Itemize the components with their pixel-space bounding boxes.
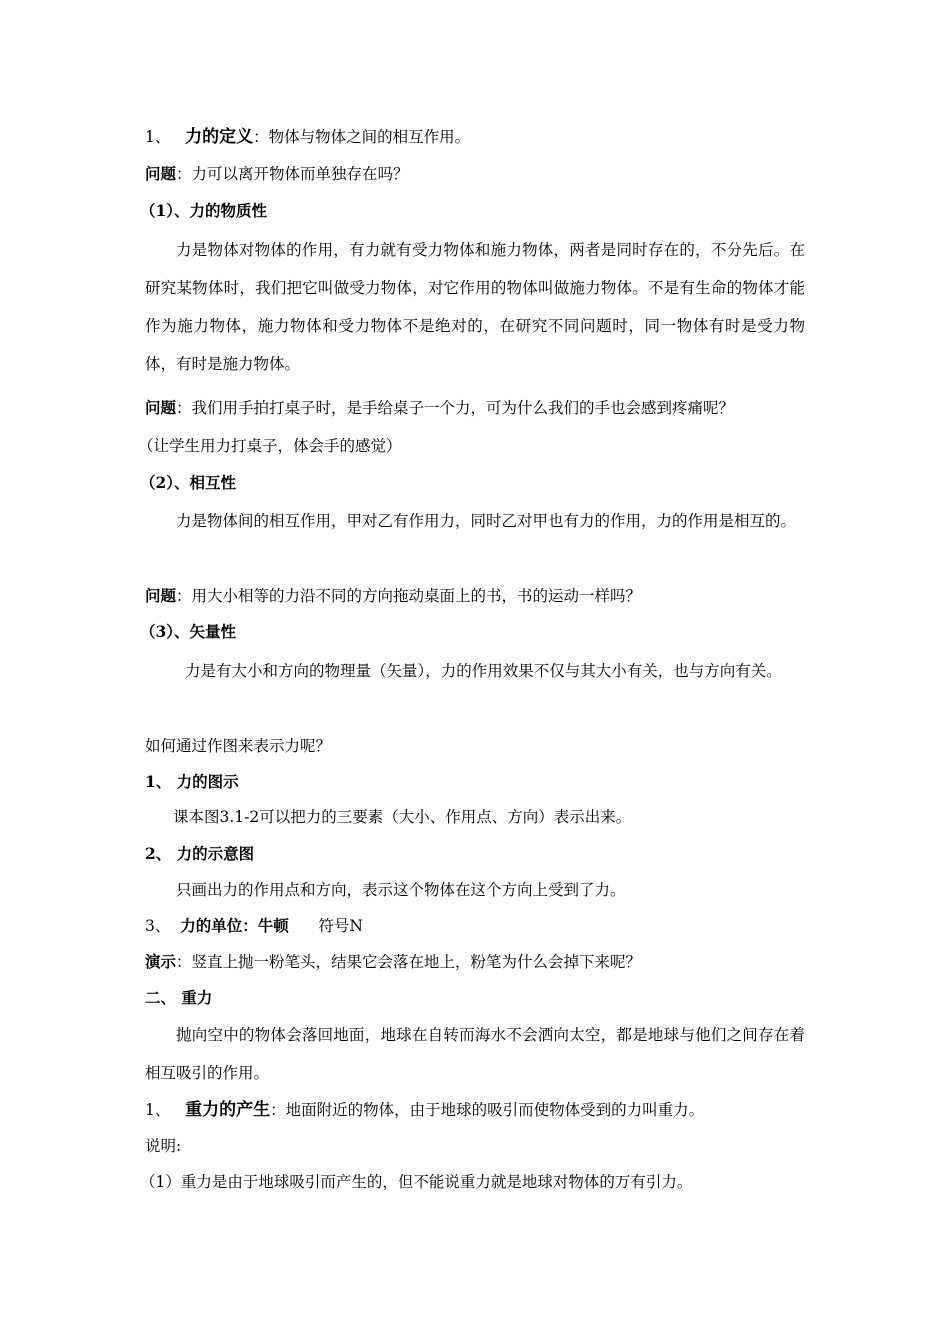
question-label: 问题 [145,398,177,417]
gravity-origin-line [145,1099,704,1121]
section-gravity: 二、 重力 [145,988,213,1007]
question-2 [145,397,734,419]
force-unit-line [145,915,363,937]
definition-line [145,126,470,148]
term-label: 力的定义 [185,127,254,147]
demo-text: ：竖直上抛一粉笔头，结果它会落在地上，粉笔为什么会掉下来呢？ [176,953,642,971]
question-text: ：力可以离开物体而单独存在吗？ [176,165,409,183]
question-2-note: （让学生用力打桌子，体会手的感觉） [138,437,402,455]
force-sketch-text: 只画出力的作用点和方向，表示这个物体在这个方向上受到了力。 [176,881,626,899]
term-definition: ：地面附近的物体，由于地球的吸引而使物体受到的力叫重力。 [270,1101,705,1119]
paragraph-material: 力是物体对物体的作用，有力就有受力物体和施力物体，两者是同时存在的，不分先后。在研究某物体时，我们把它叫做受力物体，对它作用的物体叫做施力物体。不是有生命的物体才能作为施力物体，施力物体和受力物体不是绝对的，在研究不同问题时，同一物体有时是受力物体，有时是施力物体。 [145,241,805,373]
paragraph-gravity: 抛向空中的物体会落回地面，地球在自转而海水不会洒向太空，都是地球与他们之间存在着相互吸引的作用。 [145,1026,805,1082]
item-number: 1、 [145,1101,171,1119]
note-label: 说明: [145,1137,182,1155]
unit-label: 力的单位：牛顿 [180,916,289,935]
item-number: 3、 [145,917,171,935]
demo-line [145,951,641,973]
demo-label: 演示 [145,952,177,971]
paragraph-vector: 力是有大小和方向的物理量（矢量），力的作用效果不仅与其大小有关，也与方向有关。 [185,662,782,680]
question-label: 问题 [145,164,177,183]
force-diagram-text: 课本图3.1-2可以把力的三要素（大小、作用点、方向）表示出来。 [173,808,632,826]
note-1: （1）重力是由于地球吸引而产生的，但不能说重力就是地球对物体的万有引力。 [140,1173,693,1191]
unit-symbol: 符号N [318,917,363,935]
heading-vector: （3）、矢量性 [140,622,237,641]
question-1 [145,163,409,185]
heading-force-sketch: 2、 力的示意图 [145,844,255,863]
paragraph-mutual: 力是物体间的相互作用，甲对乙有作用力，同时乙对甲也有力的作用，力的作用是相互的。 [176,512,797,530]
heading-force-diagram: 1、 力的图示 [145,772,239,791]
question-3 [145,585,641,607]
heading-mutual: （2）、相互性 [140,473,237,492]
question-text: ：用大小相等的力沿不同的方向拖动桌面上的书，书的运动一样吗？ [176,587,642,605]
how-to-draw: 如何通过作图来表示力呢？ [145,737,332,755]
heading-material: （1）、力的物质性 [140,201,268,220]
item-number: 1、 [145,128,171,146]
question-label: 问题 [145,586,177,605]
term-label: 重力的产生 [185,1100,271,1120]
question-text: ：我们用手拍打桌子时，是手给桌子一个力，可为什么我们的手也会感到疼痛呢？ [176,399,735,417]
term-definition: ：物体与物体之间的相互作用。 [253,128,471,146]
